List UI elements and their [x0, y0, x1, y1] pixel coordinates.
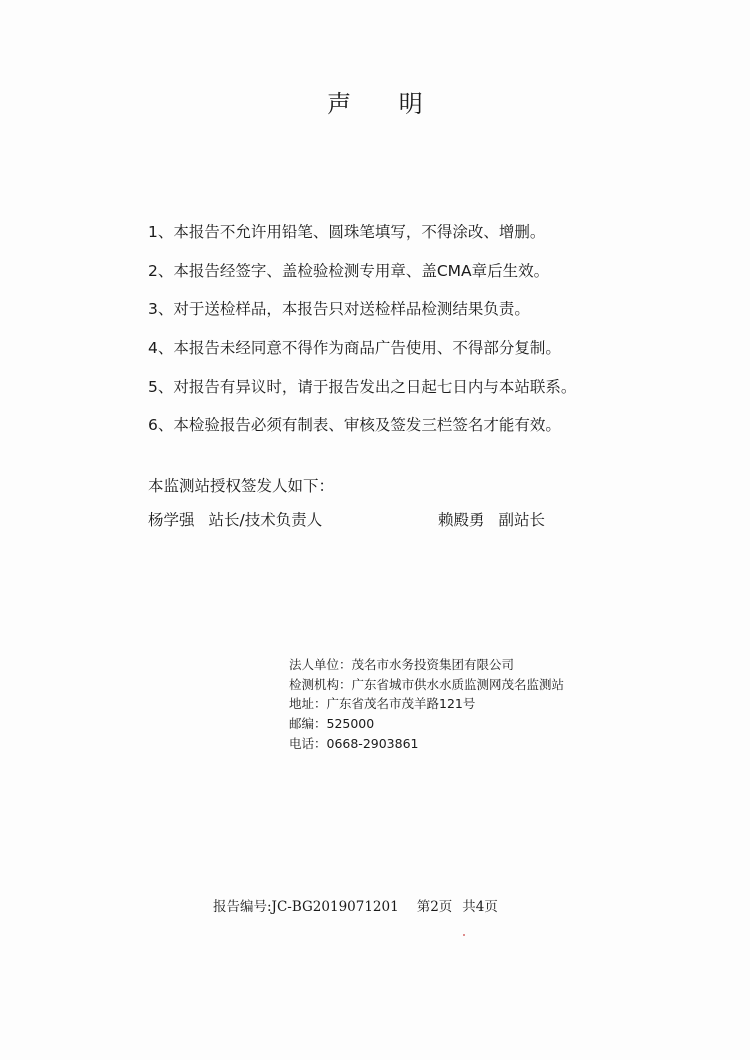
testing-institution-line: 检测机构：广东省城市供水水质监测网茂名监测站 — [289, 676, 565, 692]
statement-item: 4、本报告未经同意不得作为商品广告使用、不得部分复制。 — [148, 339, 561, 358]
phone-line: 电话：0668-2903861 — [289, 735, 419, 751]
postcode-line: 邮编：525000 — [289, 716, 375, 732]
statement-item: 5、对报告有异议时，请于报告发出之日起七日内与本站联系。 — [148, 377, 577, 396]
statement-item: 3、对于送检样品，本报告只对送检样品检测结果负责。 — [148, 300, 530, 319]
signer-entry — [438, 508, 545, 530]
page-title: 声 明 — [327, 90, 443, 118]
statement-list — [148, 218, 576, 450]
signer-name: 杨学强 — [148, 511, 195, 529]
signer-role: 副站长 — [498, 511, 546, 529]
report-footer — [213, 895, 498, 915]
legal-entity-line: 法人单位：茂名市水务投资集团有限公司 — [289, 657, 515, 672]
address-line: 地址：广东省茂名市茂羊路121号 — [289, 696, 476, 712]
ink-speck — [463, 934, 465, 936]
signer-role: 站长/技术负责人 — [208, 511, 323, 529]
statement-item: 2、本报告经签字、盖检验检测专用章、盖CMA章后生效。 — [148, 261, 550, 280]
signer-name: 赖殿勇 — [438, 511, 485, 529]
statement-item: 1、本报告不允许用铅笔、圆珠笔填写，不得涂改、增删。 — [148, 223, 546, 241]
signers-heading: 本监测站授权签发人如下： — [148, 477, 335, 495]
page-number: 第2页 — [416, 899, 453, 915]
statement-item: 6、本检验报告必须有制表、审核及签发三栏签名才能有效。 — [148, 416, 561, 435]
signer-entry — [148, 508, 322, 530]
organization-info — [289, 655, 564, 753]
report-number: 报告编号:JC-BG2019071201 — [213, 899, 399, 915]
total-pages: 共4页 — [462, 899, 498, 915]
